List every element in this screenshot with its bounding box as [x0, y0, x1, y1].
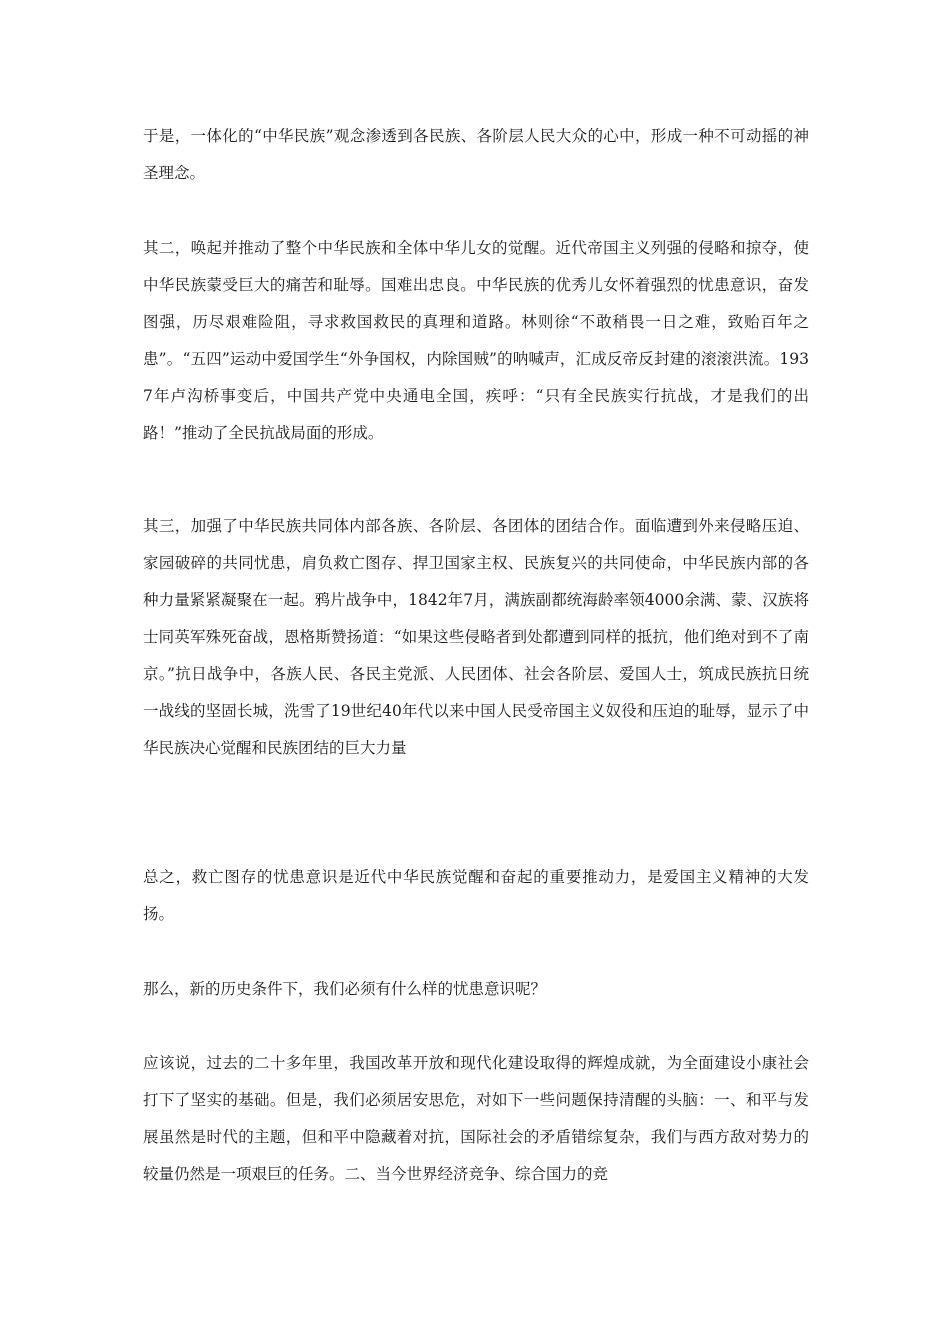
- paragraph-national-concept: 于是，一体化的“中华民族”观念渗透到各民族、各阶层人民大众的心中，形成一种不可动摇的神圣理念。: [143, 127, 809, 182]
- paragraph-question: 那么，新的历史条件下，我们必须有什么样的忧患意识呢？: [143, 980, 547, 998]
- paragraph-summary: 总之，救亡图存的忧患意识是近代中华民族觉醒和奋起的重要推动力，是爱国主义精神的大发扬。: [143, 868, 809, 923]
- paragraph-unity: 其三，加强了中华民族共同体内部各族、各阶层、各团体的团结合作。面临遭到外来侵略压迫、家园破碎的共同忧患，肩负救亡图存、捍卫国家主权、民族复兴的共同使命，中华民族内部的各种力量紧紧凝聚在一起。鸦片战争中，1842年7月，满族副都统海龄率领4000余满、蒙、汉族将士同英军殊死奋战，恩格斯赞扬道：“如果这些侵略者到处都遭到同样的抵抗，他们绝对到不了南京。”抗日战争中，各族人民、各民主党派、人民团体、社会各阶层、爱国人士，筑成民族抗日统一战线的坚固长城，洗雪了19世纪40年代以来中国人民受帝国主义奴役和压迫的耻辱，显示了中华民族决心觉醒和民族团结的巨大力量: [143, 517, 809, 757]
- paragraph-current-issues: 应该说，过去的二十多年里，我国改革开放和现代化建设取得的辉煌成就，为全面建设小康社会打下了坚实的基础。但是，我们必须居安思危，对如下一些问题保持清醒的头脑：一、和平与发展虽然是时代的主题，但和平中隐藏着对抗，国际社会的矛盾错综复杂，我们与西方敌对势力的较量仍然是一项艰巨的任务。二、当今世界经济竞争、综合国力的竞: [143, 1054, 809, 1183]
- paragraph-awakening: 其二，唤起并推动了整个中华民族和全体中华儿女的觉醒。近代帝国主义列强的侵略和掠夺，使中华民族蒙受巨大的痛苦和耻辱。国难出忠良。中华民族的优秀儿女怀着强烈的忧患意识，奋发图强，历尽艰难险阻，寻求救国救民的真理和道路。林则徐“不敢稍畏一日之难，致贻百年之患”。“五四”运动中爱国学生“外争国权，内除国贼”的呐喊声，汇成反帝反封建的滚滚洪流。1937年卢沟桥事变后，中国共产党中央通电全国，疾呼：“只有全民族实行抗战，才是我们的出路！”推动了全民抗战局面的形成。: [143, 239, 809, 442]
